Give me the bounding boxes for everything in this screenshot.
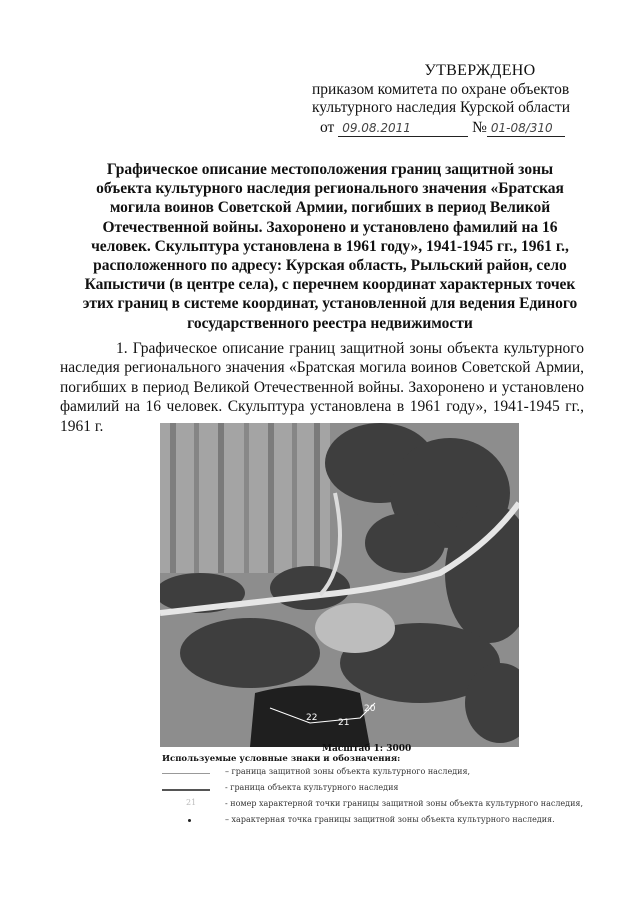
number-label: № <box>472 118 487 136</box>
document-title: Графическое описание местоположения границ защитной зоны объекта культурного наследия регионального значения «Братская могила воинов Советской Армии, погибших в период Великой Отечественной войны. Захоронено и установлено фамилий на 16 человек. Скульптура установлена в 1961 году», 1941-1945 гг., 1961 г., расположенного по адресу: Курская область, Рыльский район, село Капыстичи (в центре села), с перечнем координат характерных точек этих границ в системе координат, установленной для ведения Единого государственного реестра недвижимости <box>82 161 578 332</box>
from-label: от <box>320 118 335 136</box>
legend-text: – граница защитной зоны объекта культурного наследия, <box>225 767 471 776</box>
legend-symbol-thin-line <box>160 766 220 780</box>
legend-text: - номер характерной точки границы защитной зоны объекта культурного наследия, <box>225 799 584 808</box>
approval-line-2: культурного наследия Курской области <box>312 99 570 116</box>
point-label-21: 21 <box>338 718 350 728</box>
clearing <box>315 603 395 653</box>
legend-symbol-thick-line <box>160 782 220 796</box>
legend-item-zone-boundary <box>160 766 560 780</box>
aerial-photo <box>160 423 519 747</box>
legend-item-point-dot <box>160 814 560 828</box>
legend-item-object-boundary <box>160 782 560 796</box>
legend-symbol-number: 21 <box>186 798 197 807</box>
map-scale: Масштаб 1: 3000 <box>322 744 412 754</box>
description-section <box>60 339 584 436</box>
legend-text: - граница объекта культурного наследия <box>225 783 399 792</box>
handwritten-date: 09.08.2011 <box>338 120 468 137</box>
paragraph-1: 1. Графическое описание границ защитной зоны объекта культурного наследия регионального значения «Братская могила воинов Советской Армии, погибших в период Великой Отечественной войны. Захоронено и установлено фамилий на 16 человек. Скульптура установлена в 1961 году», 1941-1945 гг., 1961 г. <box>60 340 584 435</box>
approval-heading: УТВЕРЖДЕНО <box>424 62 536 79</box>
approval-date-number-row <box>320 119 612 138</box>
legend-title: Используемые условные знаки и обозначения: <box>162 754 401 764</box>
handwritten-number: 01-08/310 <box>487 120 565 137</box>
legend-text: – характерная точка границы защитной зоны объекта культурного наследия. <box>225 815 555 824</box>
legend-item-point-number <box>160 798 584 812</box>
aerial-map-image <box>160 423 519 747</box>
legend-symbol-dot <box>160 814 220 828</box>
approval-stamp <box>312 62 612 137</box>
point-label-20: 20 <box>364 704 376 714</box>
field-strips <box>160 423 330 573</box>
point-label-22: 22 <box>306 713 318 723</box>
approval-line-1: приказом комитета по охране объектов <box>312 80 570 98</box>
